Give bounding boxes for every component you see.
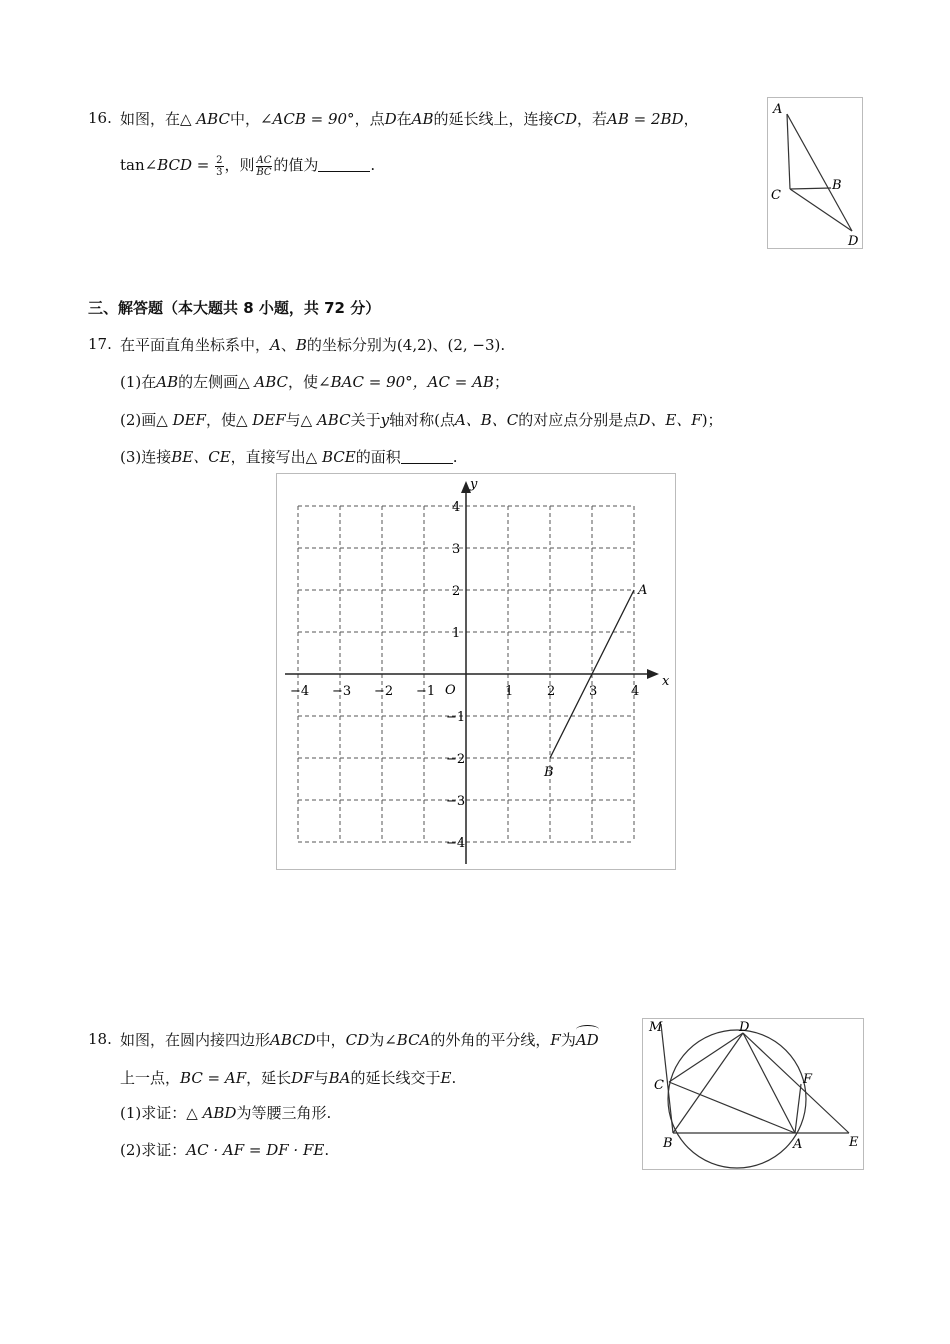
circumscribed-circle xyxy=(668,1030,806,1168)
label-b: B xyxy=(832,178,842,193)
section-3-title: 三、解答题（本大题共 8 小题，共 72 分） xyxy=(88,299,381,317)
label-d: D xyxy=(848,234,859,248)
segment-cd xyxy=(669,1033,743,1082)
q18-circle-diagram xyxy=(643,1019,863,1169)
y-axis-label: y xyxy=(470,477,478,492)
x-tick-label: 3 xyxy=(589,684,598,699)
label-c: C xyxy=(771,188,781,203)
q18-number: 18. xyxy=(88,1030,112,1048)
y-tick-label: 3 xyxy=(452,542,461,557)
segment-da xyxy=(743,1033,795,1133)
q16-line1: 如图，在△ ABC中，∠ACB = 90°，点D在AB的延长线上，连接CD，若AB = 2BD， xyxy=(120,110,699,128)
label-a: A xyxy=(773,102,783,117)
q16-line2: tan∠BCD = $\frac{2}{3}$ ，则 $\frac{AC}{BC}$ 的值为 . xyxy=(120,154,376,178)
label-e: E xyxy=(849,1135,859,1150)
arc-ad: AD xyxy=(575,1031,599,1049)
label-b: B xyxy=(663,1136,673,1151)
y-tick-label: 1 xyxy=(452,626,461,641)
q17-coordinate-grid xyxy=(276,473,676,870)
q18-part1: (1)求证：△ ABD为等腰三角形. xyxy=(120,1104,332,1122)
coordinate-plane xyxy=(277,474,675,869)
x-tick-label: −2 xyxy=(374,684,394,699)
label-c: C xyxy=(654,1078,664,1093)
y-tick-label: −2 xyxy=(446,752,466,767)
answer-blank[interactable] xyxy=(318,157,370,172)
q18-line1: 如图，在圆内接四边形ABCD中，CD为∠BCA的外角的平分线，F为AD xyxy=(120,1031,599,1049)
q16-figure xyxy=(767,97,863,249)
answer-blank[interactable] xyxy=(401,449,453,464)
point-a-label: A xyxy=(638,583,648,598)
label-d: D xyxy=(739,1020,750,1035)
segment-bd xyxy=(673,1033,743,1133)
x-tick-label: −3 xyxy=(332,684,352,699)
x-tick-label: 2 xyxy=(547,684,556,699)
segment-ac xyxy=(787,114,790,189)
q18-part2: (2)求证：AC · AF = DF · FE. xyxy=(120,1141,330,1159)
x-tick-label: −4 xyxy=(290,684,310,699)
x-tick-label: −1 xyxy=(416,684,436,699)
y-tick-label: −4 xyxy=(446,836,466,851)
q16-triangle-diagram xyxy=(768,98,862,248)
x-axis-label: x xyxy=(662,674,670,689)
q17-part3: (3)连接BE、CE，直接写出△ BCE的面积 . xyxy=(120,448,458,466)
x-tick-labels xyxy=(290,684,639,699)
segment-ca xyxy=(669,1082,795,1133)
q18-figure xyxy=(642,1018,864,1170)
q18-line2: 上一点，BC = AF，延长DF与BA的延长线交于E. xyxy=(120,1069,457,1087)
q17-number: 17. xyxy=(88,335,112,353)
fraction-2-3: $\frac{2}{3}$ xyxy=(216,154,223,178)
label-f: F xyxy=(803,1072,813,1087)
fraction-ac-bc: $\frac{AC}{BC}$ xyxy=(256,154,272,178)
y-tick-label: −1 xyxy=(446,710,466,725)
q17-part2: (2)画△ DEF，使△ DEF与△ ABC关于y轴对称(点A、B、C的对应点分别是点D、E、F)； xyxy=(120,411,723,429)
y-tick-labels xyxy=(446,500,465,851)
x-tick-label: 4 xyxy=(631,684,640,699)
point-b-label: B xyxy=(544,765,554,780)
segment-cd xyxy=(790,189,852,231)
y-tick-label: 4 xyxy=(452,500,461,515)
q16-number: 16. xyxy=(88,109,112,127)
y-tick-label: 2 xyxy=(452,584,461,599)
segment-ad xyxy=(787,114,852,231)
origin-label: O xyxy=(445,683,456,698)
x-tick-label: 1 xyxy=(505,684,514,699)
q17-part1: (1)在AB的左侧画△ ABC，使∠BAC = 90°，AC = AB； xyxy=(120,373,509,391)
q17-line1: 在平面直角坐标系中，A、B的坐标分别为(4,2)、(2, −3). xyxy=(120,336,506,354)
segment-cb xyxy=(790,188,831,189)
x-axis-arrow xyxy=(647,669,659,679)
label-m: M xyxy=(649,1020,663,1035)
y-tick-label: −3 xyxy=(446,794,466,809)
label-a: A xyxy=(793,1137,803,1152)
